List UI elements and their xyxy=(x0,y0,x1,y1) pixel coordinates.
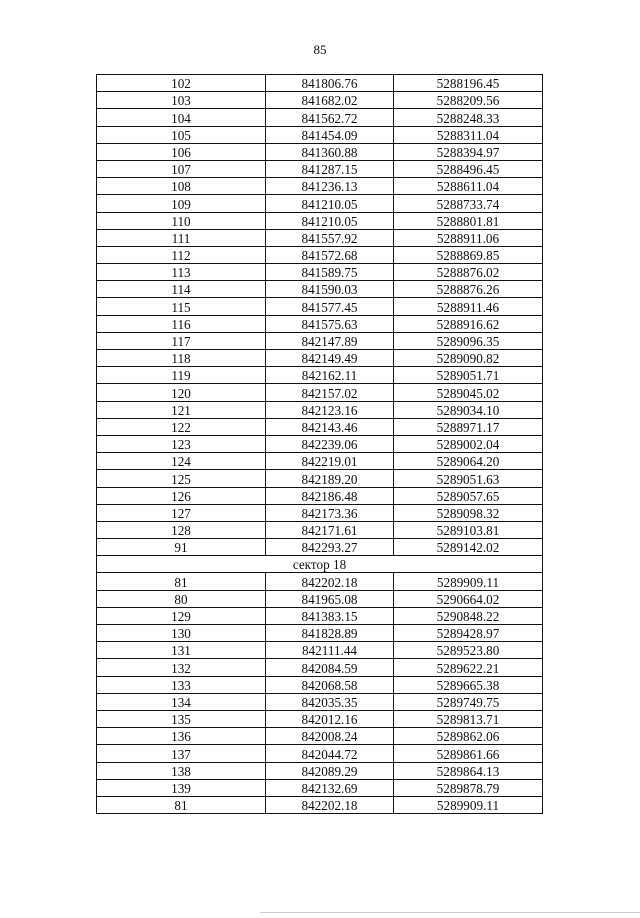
table-row xyxy=(97,539,543,556)
point-number-cell: 115 xyxy=(97,298,266,315)
x-coordinate-cell: 842293.27 xyxy=(266,539,394,556)
table-row xyxy=(97,109,543,126)
table-row xyxy=(97,796,543,813)
x-coordinate-cell: 842123.16 xyxy=(266,401,394,418)
point-number-cell: 136 xyxy=(97,728,266,745)
table-row xyxy=(97,195,543,212)
x-coordinate-cell: 841236.13 xyxy=(266,178,394,195)
y-coordinate-cell: 5288196.45 xyxy=(394,75,543,92)
point-number-cell: 104 xyxy=(97,109,266,126)
y-coordinate-cell: 5289045.02 xyxy=(394,384,543,401)
y-coordinate-cell: 5288911.06 xyxy=(394,229,543,246)
x-coordinate-cell: 842202.18 xyxy=(266,796,394,813)
table-row xyxy=(97,298,543,315)
table-row xyxy=(97,418,543,435)
x-coordinate-cell: 842068.58 xyxy=(266,676,394,693)
table-row xyxy=(97,470,543,487)
point-number-cell: 125 xyxy=(97,470,266,487)
y-coordinate-cell: 5288971.17 xyxy=(394,418,543,435)
table-row xyxy=(97,264,543,281)
table-row xyxy=(97,126,543,143)
point-number-cell: 135 xyxy=(97,710,266,727)
table-row xyxy=(97,315,543,332)
y-coordinate-cell: 5288876.02 xyxy=(394,264,543,281)
y-coordinate-cell: 5288248.33 xyxy=(394,109,543,126)
table-row xyxy=(97,607,543,624)
table-row xyxy=(97,573,543,590)
x-coordinate-cell: 841572.68 xyxy=(266,246,394,263)
table-body-part2 xyxy=(97,573,543,814)
point-number-cell: 113 xyxy=(97,264,266,281)
table-row xyxy=(97,367,543,384)
point-number-cell: 106 xyxy=(97,143,266,160)
x-coordinate-cell: 842044.72 xyxy=(266,745,394,762)
table-row xyxy=(97,75,543,92)
y-coordinate-cell: 5289909.11 xyxy=(394,796,543,813)
point-number-cell: 121 xyxy=(97,401,266,418)
point-number-cell: 91 xyxy=(97,539,266,556)
y-coordinate-cell: 5289064.20 xyxy=(394,453,543,470)
point-number-cell: 123 xyxy=(97,435,266,452)
point-number-cell: 117 xyxy=(97,332,266,349)
point-number-cell: 81 xyxy=(97,796,266,813)
y-coordinate-cell: 5288876.26 xyxy=(394,281,543,298)
point-number-cell: 131 xyxy=(97,642,266,659)
y-coordinate-cell: 5289864.13 xyxy=(394,762,543,779)
x-coordinate-cell: 842089.29 xyxy=(266,762,394,779)
y-coordinate-cell: 5290848.22 xyxy=(394,607,543,624)
point-number-cell: 80 xyxy=(97,590,266,607)
page-number: 85 xyxy=(313,42,327,57)
y-coordinate-cell: 5289428.97 xyxy=(394,625,543,642)
y-coordinate-cell: 5289051.71 xyxy=(394,367,543,384)
x-coordinate-cell: 842219.01 xyxy=(266,453,394,470)
x-coordinate-cell: 842202.18 xyxy=(266,573,394,590)
table-row xyxy=(97,504,543,521)
table-row xyxy=(97,332,543,349)
point-number-cell: 81 xyxy=(97,573,266,590)
table-row xyxy=(97,625,543,642)
x-coordinate-cell: 841454.09 xyxy=(266,126,394,143)
y-coordinate-cell: 5289142.02 xyxy=(394,539,543,556)
x-coordinate-cell: 841590.03 xyxy=(266,281,394,298)
y-coordinate-cell: 5288496.45 xyxy=(394,160,543,177)
point-number-cell: 114 xyxy=(97,281,266,298)
sector-header-body xyxy=(97,556,543,573)
y-coordinate-cell: 5289051.63 xyxy=(394,470,543,487)
table-row xyxy=(97,178,543,195)
point-number-cell: 105 xyxy=(97,126,266,143)
y-coordinate-cell: 5289665.38 xyxy=(394,676,543,693)
table-row xyxy=(97,92,543,109)
y-coordinate-cell: 5289909.11 xyxy=(394,573,543,590)
table-row xyxy=(97,246,543,263)
x-coordinate-cell: 841557.92 xyxy=(266,229,394,246)
table-row xyxy=(97,693,543,710)
point-number-cell: 102 xyxy=(97,75,266,92)
point-number-cell: 127 xyxy=(97,504,266,521)
x-coordinate-cell: 841577.45 xyxy=(266,298,394,315)
scan-artifact-line xyxy=(260,912,640,913)
table-row xyxy=(97,229,543,246)
table-row xyxy=(97,281,543,298)
point-number-cell: 132 xyxy=(97,659,266,676)
point-number-cell: 139 xyxy=(97,779,266,796)
x-coordinate-cell: 842035.35 xyxy=(266,693,394,710)
y-coordinate-cell: 5289090.82 xyxy=(394,350,543,367)
point-number-cell: 111 xyxy=(97,229,266,246)
x-coordinate-cell: 841682.02 xyxy=(266,92,394,109)
point-number-cell: 128 xyxy=(97,521,266,538)
x-coordinate-cell: 841360.88 xyxy=(266,143,394,160)
table-body-part1 xyxy=(97,75,543,556)
table-row xyxy=(97,212,543,229)
x-coordinate-cell: 842084.59 xyxy=(266,659,394,676)
point-number-cell: 118 xyxy=(97,350,266,367)
y-coordinate-cell: 5289813.71 xyxy=(394,710,543,727)
point-number-cell: 107 xyxy=(97,160,266,177)
point-number-cell: 112 xyxy=(97,246,266,263)
x-coordinate-cell: 842008.24 xyxy=(266,728,394,745)
y-coordinate-cell: 5289002.04 xyxy=(394,435,543,452)
x-coordinate-cell: 842149.49 xyxy=(266,350,394,367)
y-coordinate-cell: 5288733.74 xyxy=(394,195,543,212)
y-coordinate-cell: 5288911.46 xyxy=(394,298,543,315)
y-coordinate-cell: 5289523.80 xyxy=(394,642,543,659)
x-coordinate-cell: 841210.05 xyxy=(266,195,394,212)
x-coordinate-cell: 841287.15 xyxy=(266,160,394,177)
x-coordinate-cell: 842111.44 xyxy=(266,642,394,659)
y-coordinate-cell: 5290664.02 xyxy=(394,590,543,607)
x-coordinate-cell: 842012.16 xyxy=(266,710,394,727)
y-coordinate-cell: 5288611.04 xyxy=(394,178,543,195)
point-number-cell: 133 xyxy=(97,676,266,693)
y-coordinate-cell: 5288801.81 xyxy=(394,212,543,229)
table-row xyxy=(97,676,543,693)
table-row xyxy=(97,745,543,762)
x-coordinate-cell: 842157.02 xyxy=(266,384,394,401)
y-coordinate-cell: 5289034.10 xyxy=(394,401,543,418)
y-coordinate-cell: 5289622.21 xyxy=(394,659,543,676)
table-row xyxy=(97,143,543,160)
x-coordinate-cell: 841828.89 xyxy=(266,625,394,642)
y-coordinate-cell: 5289096.35 xyxy=(394,332,543,349)
x-coordinate-cell: 841965.08 xyxy=(266,590,394,607)
x-coordinate-cell: 841210.05 xyxy=(266,212,394,229)
point-number-cell: 119 xyxy=(97,367,266,384)
y-coordinate-cell: 5289861.66 xyxy=(394,745,543,762)
x-coordinate-cell: 841575.63 xyxy=(266,315,394,332)
point-number-cell: 137 xyxy=(97,745,266,762)
y-coordinate-cell: 5288869.85 xyxy=(394,246,543,263)
table-row xyxy=(97,453,543,470)
y-coordinate-cell: 5289878.79 xyxy=(394,779,543,796)
x-coordinate-cell: 842189.20 xyxy=(266,470,394,487)
table-row xyxy=(97,642,543,659)
x-coordinate-cell: 841806.76 xyxy=(266,75,394,92)
y-coordinate-cell: 5288394.97 xyxy=(394,143,543,160)
y-coordinate-cell: 5289103.81 xyxy=(394,521,543,538)
table-row xyxy=(97,521,543,538)
table-row xyxy=(97,160,543,177)
table-row xyxy=(97,487,543,504)
sector-label: сектор 18 xyxy=(97,556,543,573)
x-coordinate-cell: 841383.15 xyxy=(266,607,394,624)
x-coordinate-cell: 842239.06 xyxy=(266,435,394,452)
point-number-cell: 126 xyxy=(97,487,266,504)
point-number-cell: 122 xyxy=(97,418,266,435)
x-coordinate-cell: 842171.61 xyxy=(266,521,394,538)
y-coordinate-cell: 5289098.32 xyxy=(394,504,543,521)
table-row xyxy=(97,710,543,727)
point-number-cell: 116 xyxy=(97,315,266,332)
x-coordinate-cell: 842143.46 xyxy=(266,418,394,435)
point-number-cell: 109 xyxy=(97,195,266,212)
point-number-cell: 103 xyxy=(97,92,266,109)
point-number-cell: 134 xyxy=(97,693,266,710)
table-row xyxy=(97,350,543,367)
point-number-cell: 130 xyxy=(97,625,266,642)
table-row xyxy=(97,779,543,796)
y-coordinate-cell: 5288209.56 xyxy=(394,92,543,109)
x-coordinate-cell: 842186.48 xyxy=(266,487,394,504)
coordinates-table xyxy=(96,74,543,814)
x-coordinate-cell: 842147.89 xyxy=(266,332,394,349)
table-row xyxy=(97,384,543,401)
x-coordinate-cell: 842162.11 xyxy=(266,367,394,384)
table-row xyxy=(97,435,543,452)
point-number-cell: 129 xyxy=(97,607,266,624)
x-coordinate-cell: 842173.36 xyxy=(266,504,394,521)
table-row xyxy=(97,728,543,745)
table-row xyxy=(97,401,543,418)
table-row xyxy=(97,762,543,779)
point-number-cell: 124 xyxy=(97,453,266,470)
table-row xyxy=(97,659,543,676)
point-number-cell: 138 xyxy=(97,762,266,779)
table-row xyxy=(97,590,543,607)
y-coordinate-cell: 5289749.75 xyxy=(394,693,543,710)
x-coordinate-cell: 842132.69 xyxy=(266,779,394,796)
sector-row xyxy=(97,556,543,573)
y-coordinate-cell: 5289862.06 xyxy=(394,728,543,745)
point-number-cell: 120 xyxy=(97,384,266,401)
y-coordinate-cell: 5289057.65 xyxy=(394,487,543,504)
x-coordinate-cell: 841562.72 xyxy=(266,109,394,126)
point-number-cell: 108 xyxy=(97,178,266,195)
point-number-cell: 110 xyxy=(97,212,266,229)
y-coordinate-cell: 5288311.04 xyxy=(394,126,543,143)
y-coordinate-cell: 5288916.62 xyxy=(394,315,543,332)
x-coordinate-cell: 841589.75 xyxy=(266,264,394,281)
